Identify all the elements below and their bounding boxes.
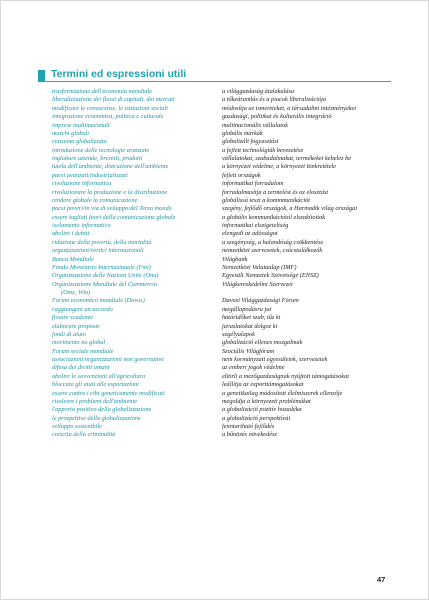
hungarian-translation: Davosi Világgazdasági Fórum bbox=[222, 297, 299, 305]
italian-term: Banca Mondiale bbox=[52, 255, 94, 263]
hungarian-translation: a globális kommunikációtól elszakítottak bbox=[222, 213, 326, 221]
italian-term: le prospettive della globalizzazione bbox=[52, 414, 141, 422]
hungarian-translation: a globalizáció perspektívái bbox=[222, 414, 291, 422]
hungarian-translation: határidőket szab, tűz ki bbox=[222, 314, 281, 322]
italian-term: Forum economico mondiale (Davos) bbox=[52, 297, 145, 305]
section-heading bbox=[38, 68, 391, 82]
hungarian-translation: megoldja a környezeti problémákat bbox=[222, 397, 311, 405]
hungarian-translation: leállítja az exporttámogatásokat bbox=[222, 381, 304, 389]
hungarian-translation: fenntartható fejlődés bbox=[222, 423, 275, 430]
hungarian-translation: szegény, fejlődő országok, a Harmadik világ országai bbox=[222, 205, 358, 213]
hungarian-translations-column bbox=[222, 88, 412, 440]
italian-term: paesi poveri/in via di sviluppo/del Terzo mondo bbox=[52, 205, 172, 213]
italian-terms-column bbox=[52, 88, 222, 440]
hungarian-translation: gazdasági, politikai és kulturális integráció bbox=[222, 113, 332, 121]
hungarian-translation: fejlett országok bbox=[222, 171, 261, 179]
hungarian-translation: a bűnözés növekedése bbox=[222, 431, 278, 439]
italian-term: consumo globalizzato bbox=[52, 138, 107, 146]
hungarian-translation: Világkereskedelmi Szervezet bbox=[222, 280, 293, 288]
hungarian-translation: a környezet védelme, a környezet tönkretétele bbox=[222, 163, 337, 171]
hungarian-translation: segélyalapok bbox=[222, 330, 255, 338]
italian-term: essere contro i cibi geneticamente modificati bbox=[52, 389, 165, 397]
italian-term: rendere globale la comunicazione bbox=[52, 196, 138, 204]
hungarian-translation bbox=[222, 289, 412, 297]
italian-term: marchi globali bbox=[52, 129, 90, 137]
italian-term: modificare le conoscenze, le istituzioni sociali bbox=[52, 104, 168, 112]
hungarian-translation: a világgazdaság átalakulása bbox=[222, 88, 295, 95]
italian-term: Fondo Monetario Internazionale (Fmi) bbox=[52, 263, 151, 271]
italian-term: integrazione economica, politica e culturale bbox=[52, 113, 164, 121]
hungarian-translation: a tőkeáramlás és a piacok liberalizációja bbox=[222, 96, 327, 104]
italian-term: movimento no global bbox=[52, 339, 106, 347]
hungarian-translation: Világbank bbox=[222, 255, 248, 263]
italian-term: organizzazioni/vertici internazionali bbox=[52, 247, 144, 255]
italian-term: risolvere i problemi dell'ambiente bbox=[52, 397, 137, 405]
italian-term: riduzione della povertà, della mortalità bbox=[52, 238, 152, 246]
italian-term: elaborare proposte bbox=[52, 322, 100, 330]
heading-marker bbox=[38, 70, 45, 81]
hungarian-translation: globális márkák bbox=[222, 129, 263, 137]
italian-term: tutela dell'ambiente, distruzione dell'ambiente bbox=[52, 163, 169, 171]
hungarian-translation: javaslatokat dolgoz ki bbox=[222, 322, 278, 330]
hungarian-translation: módosítja az ismereteket, a társadalmi intézményeket bbox=[222, 104, 357, 112]
hungarian-translation: Egyesült Nemzetek Szövetsége (ENSZ) bbox=[222, 272, 319, 280]
italian-term: paesi avanzati/industrializzati bbox=[52, 171, 128, 179]
italian-term: Organizzazione Mondiale del Commercio bbox=[52, 280, 157, 288]
hungarian-translation: eltörli a mezőgazdaságnak nyújtott támogatásokat bbox=[222, 372, 349, 380]
italian-term: introduzione delle tecnologie avanzate bbox=[52, 146, 150, 154]
italian-term: associazioni/organizzazioni non governative bbox=[52, 356, 165, 363]
hungarian-translation: globalizált fogyasztási bbox=[222, 138, 279, 146]
hungarian-translation: elengedi az adósságot bbox=[222, 230, 278, 238]
italian-term: sviluppo sostenibile bbox=[52, 423, 102, 430]
hungarian-translation: informatikai forradalom bbox=[222, 180, 284, 188]
italian-term: (Omc, Wto) bbox=[61, 289, 91, 296]
hungarian-translation: Nemzetközi Valutaalap (IMF) bbox=[222, 263, 297, 271]
italian-term: raggiungere un accordo bbox=[52, 305, 113, 313]
hungarian-translation: informatikai elszigeteltség bbox=[222, 222, 289, 229]
hungarian-translation: multinacionális vállalatok bbox=[222, 121, 288, 129]
hungarian-translation: vállalatokat, szabadalmakat, termékeket kebelez be bbox=[222, 155, 352, 162]
hungarian-translation: a globalizáció pozitív hozadéka bbox=[222, 406, 302, 414]
section-title: Termini ed espressioni utili bbox=[51, 68, 187, 80]
hungarian-translation: az emberi jogok védelme bbox=[222, 364, 285, 372]
italian-term: l'apporto positivo della globalizzazione bbox=[52, 406, 152, 414]
page-number: 47 bbox=[377, 575, 386, 584]
hungarian-translation: globalizáció ellenes mozgalmak bbox=[222, 339, 303, 347]
hungarian-translation: a genetikailag módosított élelmiszerek ellenzője bbox=[222, 389, 343, 397]
italian-term: Organizzazione delle Nazioni Unite (Onu) bbox=[52, 272, 159, 280]
italian-term: difesa dei diritti umani bbox=[52, 364, 110, 372]
italian-term: abolire i debiti bbox=[52, 230, 90, 238]
hungarian-translation: a szegénység, a halandóság csökkentése bbox=[222, 238, 324, 246]
hungarian-translation: nemzetközi szervezetek, csúcstalálkozók bbox=[222, 247, 323, 255]
italian-term: liberalizzazione dei flussi di capitali, dei mercati bbox=[52, 96, 175, 104]
italian-term: fondi di aiuto bbox=[52, 330, 86, 338]
hungarian-translation: a fejlett technológiák bevezetése bbox=[222, 146, 304, 154]
italian-term: trasformazione dell'economia mondiale bbox=[52, 88, 152, 95]
italian-term: essere tagliati fuori dalla comunicazione globale bbox=[52, 213, 176, 221]
italian-term: rivoluzionare la produzione e la distribuzione bbox=[52, 188, 168, 196]
hungarian-translation: nem kormányzati egyesületek, szervezetek bbox=[222, 356, 328, 363]
italian-term: crescita della criminalità bbox=[52, 431, 116, 439]
italian-term: Forum sociale mondiale bbox=[52, 347, 114, 355]
hungarian-translation: globálissá teszi a kommmunikációt bbox=[222, 196, 310, 204]
hungarian-translation: forradalmasítja a termelést és az elosztást bbox=[222, 188, 329, 196]
hungarian-translation: Szociális Világfórum bbox=[222, 347, 275, 355]
hungarian-translation: megállapodásra jut bbox=[222, 305, 272, 313]
italian-term: rivoluzione informatica bbox=[52, 180, 112, 188]
italian-term: inglobare aziende, brevetti, prodotti bbox=[52, 155, 143, 162]
italian-term: bloccare gli aiuti alle esportazioni bbox=[52, 381, 139, 389]
italian-term: imprese multinazionali bbox=[52, 121, 110, 129]
italian-term: fissare scadenze bbox=[52, 314, 93, 322]
italian-term: abolire le sovvenzioni all'agricoltura bbox=[52, 372, 146, 380]
italian-term: isolamento informatico bbox=[52, 222, 111, 229]
